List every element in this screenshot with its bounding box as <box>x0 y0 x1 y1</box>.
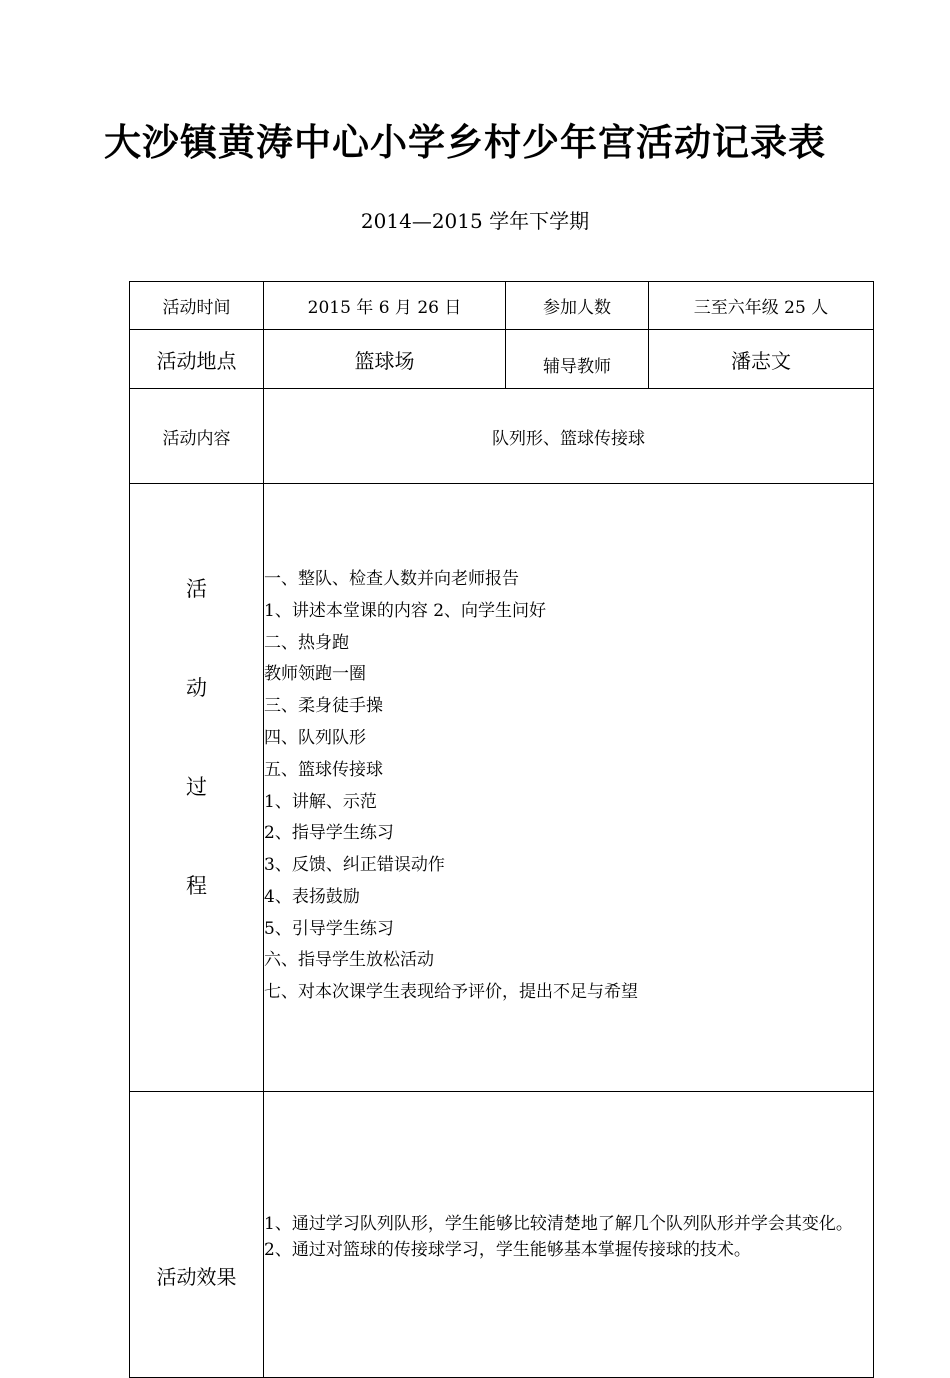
list-item: 二、热身跑 <box>264 632 349 653</box>
list-item: 四、队列队形 <box>264 727 366 748</box>
process-steps-cell <box>264 484 874 1092</box>
process-label-char: 动 <box>186 676 207 700</box>
table-row <box>130 484 874 1092</box>
list-item: 1、通过学习队列队形，学生能够比较清楚地了解几个队列队形并学会其变化。 <box>264 1213 853 1234</box>
list-item: 五、篮球传接球 <box>264 759 383 780</box>
people-value: 三至六年级 25 人 <box>649 282 874 330</box>
list-item: 2、通过对篮球的传接球学习，学生能够基本掌握传接球的技术。 <box>264 1239 751 1260</box>
list-item: 三、柔身徒手操 <box>264 696 383 717</box>
effects-cell <box>264 1092 874 1378</box>
effect-label: 活动效果 <box>130 1092 264 1378</box>
effects-list <box>264 1211 873 1263</box>
place-label: 活动地点 <box>130 330 264 389</box>
time-label: 活动时间 <box>130 282 264 330</box>
table-row <box>130 389 874 484</box>
list-item: 4、表扬鼓励 <box>264 886 360 907</box>
process-label-char: 过 <box>186 775 207 799</box>
place-value: 篮球场 <box>264 330 506 389</box>
list-item: 5、引导学生练习 <box>264 918 394 939</box>
people-label: 参加人数 <box>506 282 649 330</box>
content-value: 队列形、篮球传接球 <box>264 389 874 484</box>
list-item: 七、对本次课学生表现给予评价，提出不足与希望 <box>264 982 638 1003</box>
list-item: 1、讲述本堂课的内容 2、向学生问好 <box>264 600 547 621</box>
process-steps-list <box>264 568 873 1013</box>
list-item: 一、整队、检查人数并向老师报告 <box>264 568 519 589</box>
process-label-char: 活 <box>186 577 207 601</box>
list-item: 教师领跑一圈 <box>264 664 366 685</box>
activity-record-table <box>129 281 874 1378</box>
content-label: 活动内容 <box>130 389 264 484</box>
teacher-value: 潘志文 <box>649 330 874 389</box>
list-item: 1、讲解、示范 <box>264 791 377 812</box>
time-value: 2015 年 6 月 26 日 <box>264 282 506 330</box>
table-row <box>130 1092 874 1378</box>
list-item: 2、指导学生练习 <box>264 823 394 844</box>
list-item: 六、指导学生放松活动 <box>264 950 434 971</box>
table-row <box>130 330 874 389</box>
process-label <box>130 484 264 1092</box>
table-row <box>130 282 874 330</box>
teacher-label: 辅导教师 <box>506 330 649 389</box>
process-label-char: 程 <box>186 874 207 898</box>
list-item: 3、反馈、纠正错误动作 <box>264 855 445 876</box>
semester-subtitle: 2014—2015 学年下学期 <box>360 209 590 233</box>
document-title: 大沙镇黄涛中心小学乡村少年宫活动记录表 <box>104 121 826 164</box>
